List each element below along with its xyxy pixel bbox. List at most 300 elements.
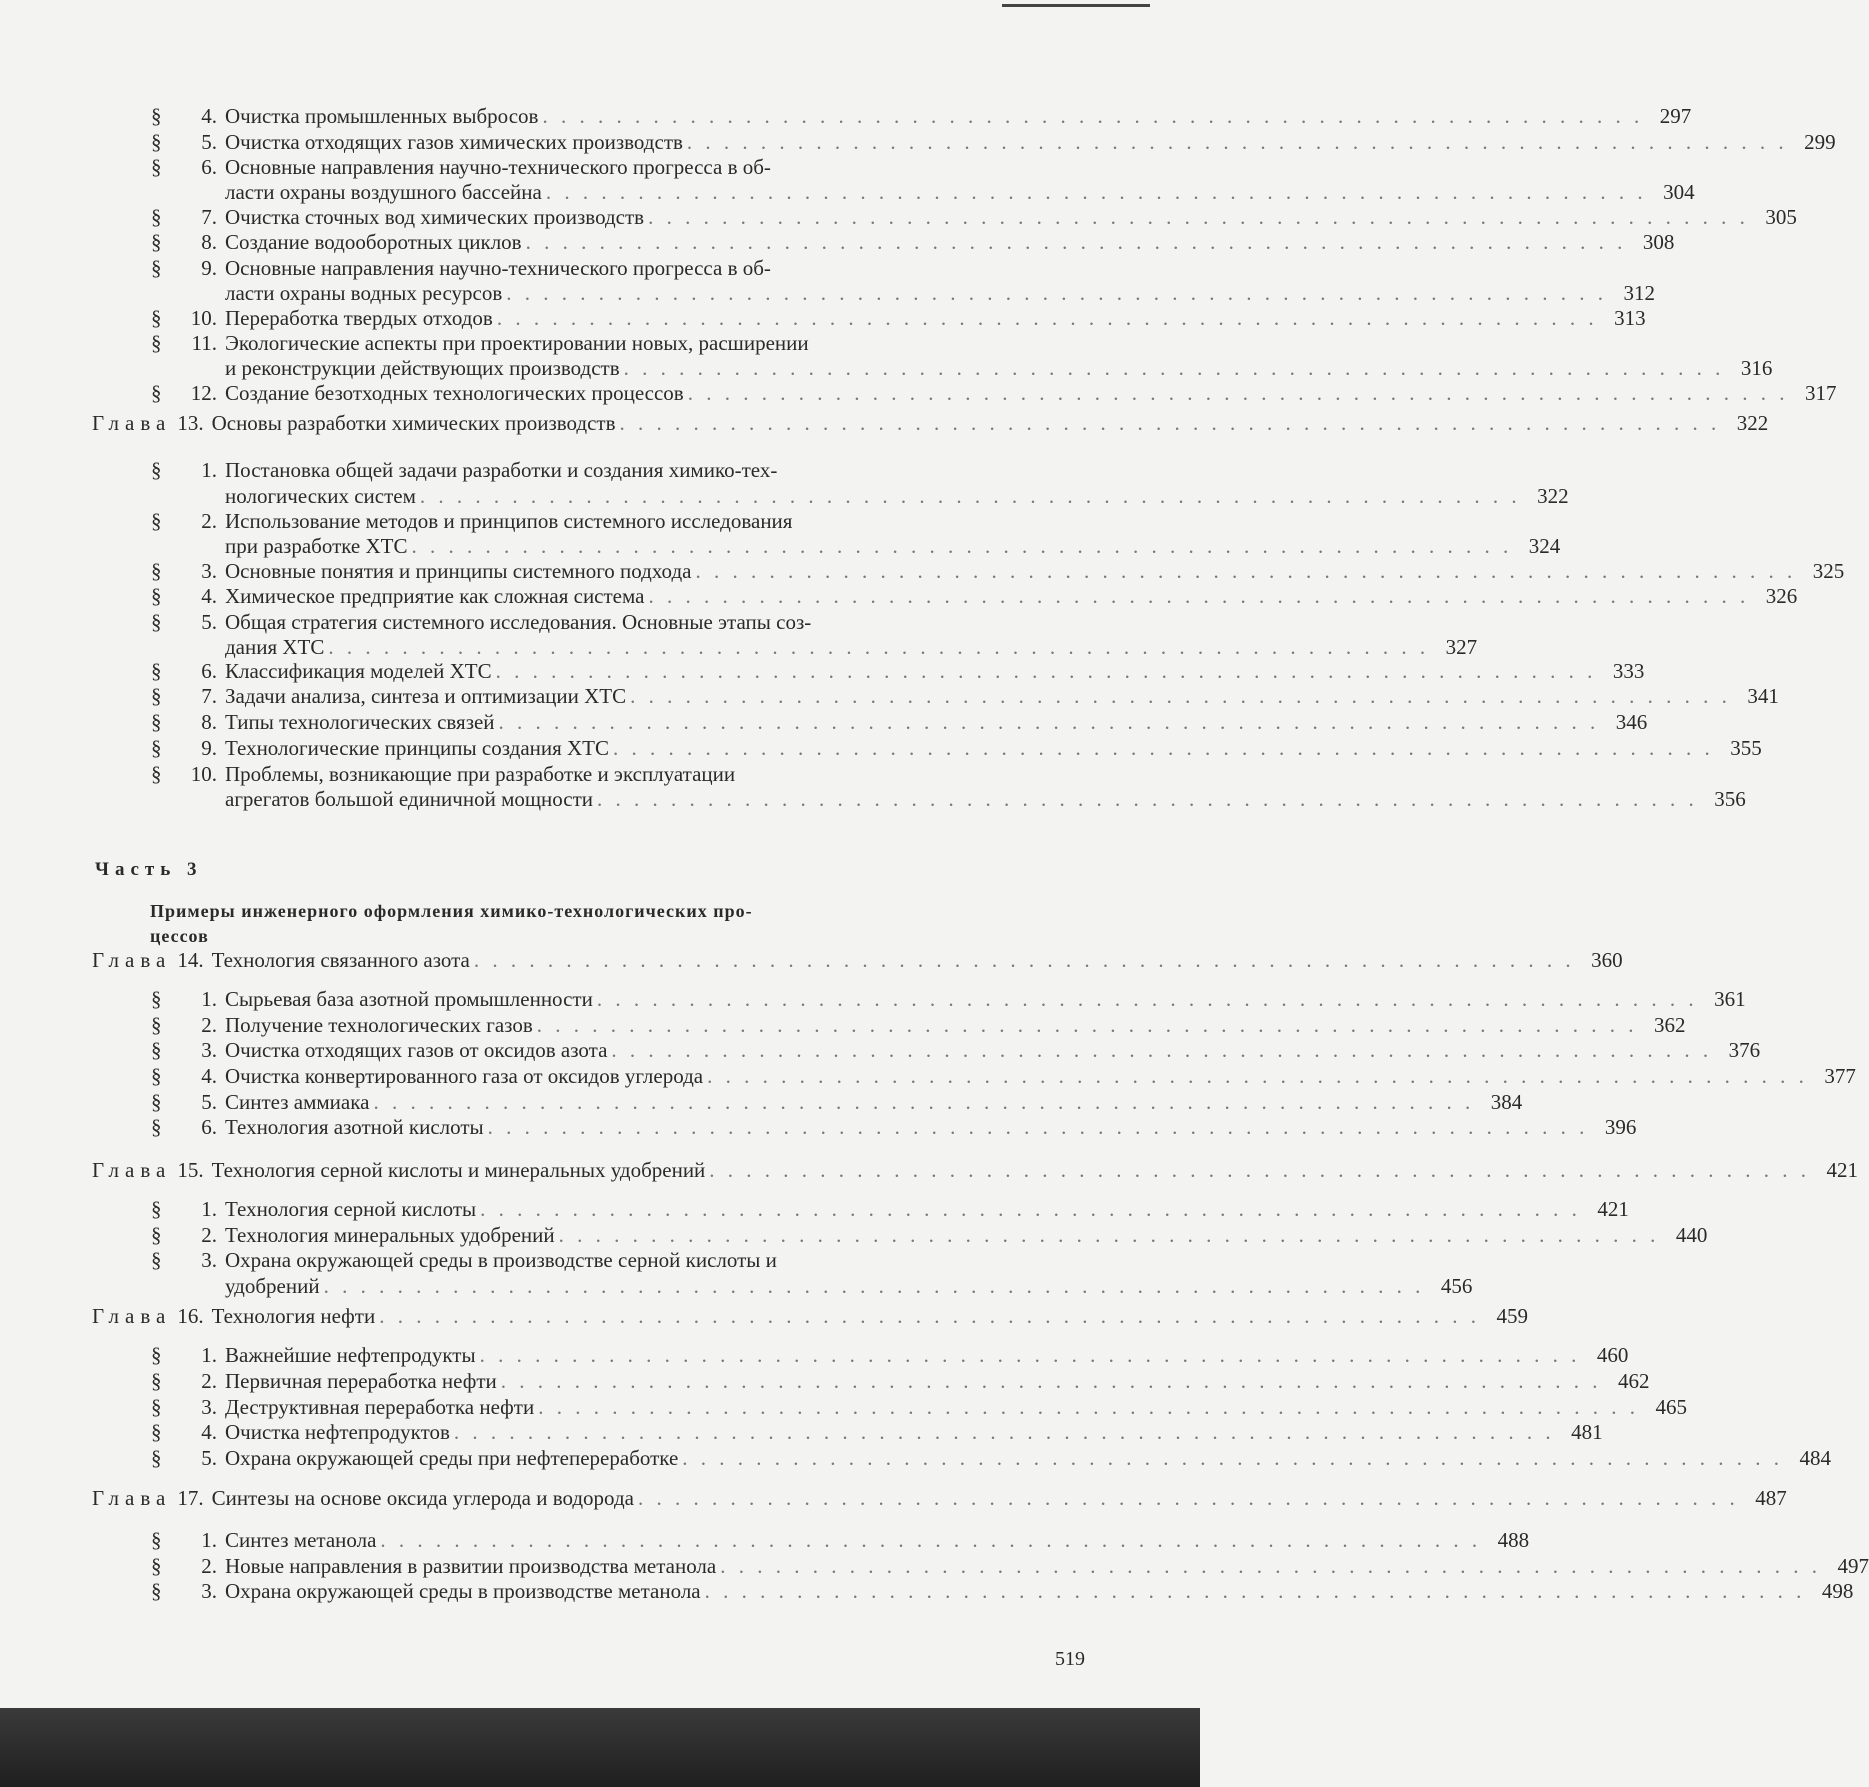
toc-entry-continuation [225,534,1561,559]
section-number: 10. [190,762,217,786]
leader-dots [533,1013,1642,1038]
section-sign-icon: § [151,584,162,608]
section-sign-icon: § [151,104,162,128]
entry-title: Важнейшие нефтепродукты [225,1343,476,1367]
entry-title: Синтез аммиака [225,1090,370,1114]
section-sign-icon: § [151,1446,162,1470]
section-marker [139,256,217,281]
entry-title-continuation: нологических систем [225,484,416,508]
section-marker [139,1369,217,1394]
entry-page-number: 305 [1765,205,1797,229]
entry-title: Технология серной кислоты [225,1197,477,1221]
section-marker [139,1115,217,1140]
toc-section-entry [139,736,1762,761]
page-number: 519 [1055,1648,1085,1670]
part-title-line-1: Примеры инженерного оформления химико-технологических про- [150,901,753,921]
entry-page-number: 361 [1714,987,1746,1011]
toc-section-entry [139,1013,1686,1038]
entry-title: Деструктивная переработка нефти [225,1395,535,1419]
section-sign-icon: § [151,130,162,154]
entry-title: Химическое предприятие как сложная система [225,584,645,608]
toc-section-entry [139,659,1645,684]
toc-section-entry [139,1528,1530,1553]
entry-title: Синтезы на основе оксида углерода и водорода [211,1486,634,1510]
section-marker [139,659,217,684]
section-marker [139,1420,217,1445]
entry-title: Постановка общей задачи разработки и создания химико-тех- [225,458,778,482]
toc-section-entry [139,306,1646,331]
entry-page-number: 322 [1736,411,1769,435]
entry-page-number: 325 [1812,559,1845,583]
toc-section-entry [139,331,1065,356]
entry-title: Очистка нефтепродуктов [225,1420,450,1444]
chapter-word: Глава [92,1486,172,1510]
entry-page-number: 360 [1591,948,1623,972]
toc-section-entry [139,584,1798,609]
entry-title: Очистка конвертированного газа от оксидов углерода [225,1064,704,1088]
section-number: 9. [201,256,217,280]
entry-title: Первичная переработка нефти [225,1369,497,1393]
section-marker [139,710,217,735]
toc-entry-continuation [225,635,1478,660]
section-marker [139,1528,217,1553]
leader-dots [492,659,1601,684]
section-sign-icon: § [151,736,162,760]
section-sign-icon: § [151,559,162,583]
entry-page-number: 481 [1571,1420,1603,1444]
entry-title: Очистка отходящих газов от оксидов азота [225,1038,608,1062]
toc-section-entry [139,1197,1629,1222]
toc-section-entry [139,1446,1832,1471]
entry-page-number: 459 [1496,1304,1528,1328]
section-number: 2. [201,1013,217,1037]
toc-section-entry [139,1223,1708,1248]
toc-section-entry [139,1554,1869,1579]
entry-title-continuation: и реконструкции действующих производств [225,356,620,380]
entry-page-number: 396 [1604,1115,1637,1139]
section-sign-icon: § [151,1090,162,1114]
entry-title: Экологические аспекты при проектировании новых, расширении [225,331,809,355]
entry-title: Очистка промышленных выбросов [225,104,539,128]
section-sign-icon: § [151,710,162,734]
toc-section-entry [139,1248,1065,1273]
toc-section-entry [139,559,1845,584]
section-marker [139,1554,217,1579]
entry-page-number: 497 [1837,1554,1869,1578]
section-sign-icon: § [151,256,162,280]
leader-dots [593,987,1702,1012]
section-sign-icon: § [151,230,162,254]
section-number: 6. [201,659,217,683]
toc-chapter-entry [92,948,1623,973]
section-number: 9. [201,736,217,760]
leader-dots [502,281,1611,306]
entry-title-continuation: ласти охраны воздушного бассейна [225,180,542,204]
entry-title: Охрана окружающей среды в производстве серной кислоты и [225,1248,777,1272]
toc-section-entry [139,458,1065,483]
toc-section-entry [139,230,1675,255]
entry-title: Типы технологических связей [225,710,495,734]
entry-title: Технология связанного азота [211,948,470,972]
section-number: 8. [201,230,217,254]
entry-page-number: 326 [1765,584,1798,608]
section-sign-icon: § [151,1420,162,1444]
section-sign-icon: § [151,1343,162,1367]
chapter-word: Глава [92,1304,172,1328]
leader-dots [620,356,1729,381]
chapter-number: 13. [177,411,204,435]
section-number: 1. [201,1343,217,1367]
toc-section-entry [139,1090,1523,1115]
section-number: 5. [201,1446,217,1470]
leader-dots [616,411,1725,436]
entry-title: Основные понятия и принципы системного подхода [225,559,692,583]
toc-entry-continuation [225,787,1746,812]
toc-section-entry [139,987,1746,1012]
entry-title: Синтез метанола [225,1528,377,1552]
entry-title: Охрана окружающей среды в производстве метанола [225,1579,701,1603]
leader-dots [644,205,1753,230]
entry-page-number: 384 [1490,1090,1523,1114]
entry-page-number: 304 [1663,180,1695,204]
entry-page-number: 498 [1821,1579,1854,1603]
toc-section-entry [139,155,1065,180]
toc-section-entry [139,381,1837,406]
section-marker [139,306,217,331]
entry-title: Задачи анализа, синтеза и оптимизации ХТС [225,684,627,708]
section-marker [139,509,217,534]
section-sign-icon: § [151,762,162,786]
section-number: 3. [201,1579,217,1603]
toc-entry-continuation [225,484,1569,509]
entry-page-number: 316 [1740,356,1773,380]
section-number: 5. [201,130,217,154]
toc-section-entry [139,1395,1687,1420]
chapter-label [92,1486,204,1511]
entry-title-continuation: удобрений [225,1274,320,1298]
section-number: 8. [201,710,217,734]
entry-title-continuation: агрегатов большой единичной мощности [225,787,594,811]
entry-page-number: 487 [1755,1486,1787,1510]
entry-title: Проблемы, возникающие при разработке и эксплуатации [225,762,736,786]
entry-title-continuation: дания ХТС [225,635,325,659]
section-marker [139,230,217,255]
leader-dots [493,306,1602,331]
entry-title: Технологические принципы создания ХТС [225,736,610,760]
scan-bottom-edge [0,1708,1200,1787]
section-number: 4. [201,1420,217,1444]
part-title-line-2: цессов [150,926,209,946]
leader-dots [626,684,1735,709]
section-sign-icon: § [151,684,162,708]
entry-title: Общая стратегия системного исследования. Основные этапы соз- [225,610,812,634]
entry-title: Основные направления научно-технического прогресса в об- [225,155,771,179]
entry-title: Создание водооборотных циклов [225,230,522,254]
section-sign-icon: § [151,1013,162,1037]
section-sign-icon: § [151,610,162,634]
section-sign-icon: § [151,458,162,482]
section-marker [139,155,217,180]
section-marker [139,1223,217,1248]
section-marker [139,458,217,483]
toc-section-entry [139,710,1648,735]
entry-title: Технология серной кислоты и минеральных удобрений [211,1158,706,1182]
section-number: 2. [201,1369,217,1393]
section-marker [139,381,217,406]
entry-page-number: 377 [1824,1064,1856,1088]
section-number: 7. [201,684,217,708]
section-marker [139,610,217,635]
part-label: Часть 3 [95,859,203,880]
toc-section-entry [139,104,1692,129]
entry-title: Использование методов и принципов системного исследования [225,509,793,533]
section-sign-icon: § [151,381,162,405]
section-number: 5. [201,610,217,634]
toc-section-entry [139,1420,1603,1445]
leader-dots [522,230,1631,255]
section-sign-icon: § [151,1579,162,1603]
section-number: 11. [191,331,217,355]
chapter-word: Глава [92,1158,172,1182]
section-number: 4. [201,104,217,128]
leader-dots [683,130,1792,155]
leader-dots [324,635,1433,660]
entry-page-number: 421 [1826,1158,1859,1182]
entry-title-continuation: при разработке ХТС [225,534,408,558]
toc-section-entry [139,256,1065,281]
section-number: 7. [201,205,217,229]
entry-page-number: 313 [1614,306,1646,330]
leader-dots [691,559,1800,584]
section-marker [139,736,217,761]
toc-chapter-entry [92,1304,1528,1329]
section-sign-icon: § [151,987,162,1011]
section-marker [139,1013,217,1038]
leader-dots [701,1579,1810,1604]
chapter-number: 17. [177,1486,204,1510]
toc-section-entry [139,130,1836,155]
section-marker [139,205,217,230]
section-marker [139,1064,217,1089]
section-sign-icon: § [151,1038,162,1062]
leader-dots [705,1158,1814,1183]
leader-dots [534,1395,1643,1420]
entry-title: Создание безотходных технологических процессов [225,381,684,405]
section-number: 1. [201,987,217,1011]
section-number: 4. [201,1064,217,1088]
section-number: 3. [201,1395,217,1419]
entry-title: Классификация моделей ХТС [225,659,492,683]
entry-page-number: 456 [1440,1274,1473,1298]
leader-dots [476,1343,1585,1368]
entry-title-continuation: ласти охраны водных ресурсов [225,281,503,305]
chapter-word: Глава [92,948,172,972]
entry-page-number: 322 [1537,484,1569,508]
section-sign-icon: § [151,659,162,683]
section-marker [139,1395,217,1420]
entry-title: Охрана окружающей среды при нефтепереработке [225,1446,679,1470]
entry-title: Сырьевая база азотной промышленности [225,987,593,1011]
leader-dots [678,1446,1787,1471]
section-marker [139,1248,217,1273]
entry-page-number: 299 [1804,130,1836,154]
section-number: 5. [201,1090,217,1114]
toc-section-entry [139,610,1065,635]
entry-page-number: 308 [1642,230,1675,254]
section-sign-icon: § [151,1248,162,1272]
leader-dots [634,1486,1743,1511]
entry-title: Очистка отходящих газов химических производств [225,130,683,154]
entry-title: Технология нефти [211,1304,376,1328]
section-sign-icon: § [151,306,162,330]
section-marker [139,1446,217,1471]
section-number: 1. [201,458,217,482]
chapter-number: 16. [177,1304,204,1328]
entry-page-number: 317 [1804,381,1837,405]
section-marker [139,1343,217,1368]
leader-dots [644,584,1753,609]
section-number: 1. [201,1197,217,1221]
section-number: 3. [201,1248,217,1272]
chapter-label [92,948,204,973]
leader-dots [555,1223,1664,1248]
section-number: 2. [201,509,217,533]
toc-chapter-entry [92,411,1769,436]
toc-section-entry [139,205,1797,230]
leader-dots [538,104,1647,129]
toc-section-entry [139,684,1779,709]
leader-dots [476,1197,1585,1222]
toc-section-entry [139,1343,1629,1368]
section-marker [139,1038,217,1063]
section-sign-icon: § [151,1064,162,1088]
section-number: 12. [190,381,217,405]
entry-page-number: 324 [1528,534,1561,558]
section-number: 3. [201,559,217,583]
section-sign-icon: § [151,205,162,229]
section-number: 4. [201,584,217,608]
chapter-number: 15. [177,1158,204,1182]
toc-section-entry [139,762,1065,787]
chapter-label [92,1304,204,1329]
section-number: 3. [201,1038,217,1062]
leader-dots [320,1274,1429,1299]
entry-page-number: 333 [1612,659,1645,683]
leader-dots [369,1090,1478,1115]
entry-page-number: 460 [1596,1343,1629,1367]
toc-chapter-entry [92,1486,1787,1511]
section-number: 10. [190,306,217,330]
toc-entry-continuation [225,356,1773,381]
chapter-label [92,411,204,436]
entry-page-number: 355 [1730,736,1762,760]
section-marker [139,584,217,609]
entry-page-number: 488 [1497,1528,1530,1552]
section-marker [139,762,217,787]
section-marker [139,1579,217,1604]
entry-title: Получение технологических газов [225,1013,533,1037]
section-number: 2. [201,1223,217,1247]
leader-dots [497,1369,1606,1394]
section-sign-icon: § [151,1223,162,1247]
toc-entry-continuation [225,281,1656,306]
leader-dots [542,180,1651,205]
entry-page-number: 462 [1618,1369,1650,1393]
entry-page-number: 356 [1714,787,1746,811]
section-sign-icon: § [151,509,162,533]
entry-page-number: 421 [1597,1197,1629,1221]
section-sign-icon: § [151,331,162,355]
entry-title: Основы разработки химических производств [211,411,616,435]
entry-page-number: 440 [1675,1223,1708,1247]
toc-section-entry [139,1038,1761,1063]
entry-title: Очистка сточных вод химических производств [225,205,645,229]
entry-page-number: 465 [1655,1395,1687,1419]
entry-title: Переработка твердых отходов [225,306,493,330]
toc-entry-continuation [225,180,1695,205]
section-number: 1. [201,1528,217,1552]
entry-page-number: 362 [1654,1013,1686,1037]
toc-entry-continuation [225,1274,1473,1299]
section-marker [139,559,217,584]
section-number: 6. [201,1115,217,1139]
toc-chapter-entry [92,1158,1859,1183]
entry-page-number: 312 [1623,281,1656,305]
toc-section-entry [139,1579,1854,1604]
leader-dots [470,948,1579,973]
section-sign-icon: § [151,155,162,179]
toc-section-entry [139,1115,1637,1140]
section-marker [139,1197,217,1222]
section-sign-icon: § [151,1528,162,1552]
entry-page-number: 346 [1615,710,1648,734]
toc-section-entry [139,1064,1856,1089]
section-marker [139,331,217,356]
entry-title: Технология азотной кислоты [225,1115,484,1139]
section-marker [139,104,217,129]
leader-dots [593,787,1702,812]
leader-dots [450,1420,1559,1445]
section-sign-icon: § [151,1369,162,1393]
leader-dots [416,484,1525,509]
toc-section-entry [139,509,1065,534]
leader-dots [609,736,1718,761]
section-sign-icon: § [151,1554,162,1578]
section-number: 2. [201,1554,217,1578]
leader-dots [375,1304,1484,1329]
leader-dots [495,710,1604,735]
leader-dots [484,1115,1593,1140]
entry-title: Основные направления научно-технического прогресса в об- [225,256,771,280]
section-marker [139,1090,217,1115]
section-sign-icon: § [151,1197,162,1221]
chapter-word: Глава [92,411,172,435]
section-marker [139,987,217,1012]
section-marker [139,130,217,155]
entry-page-number: 297 [1659,104,1692,128]
entry-page-number: 376 [1728,1038,1761,1062]
leader-dots [607,1038,1716,1063]
leader-dots [703,1064,1812,1089]
leader-dots [684,381,1793,406]
leader-dots [716,1554,1825,1579]
entry-title: Технология минеральных удобрений [225,1223,555,1247]
chapter-number: 14. [177,948,204,972]
entry-page-number: 327 [1445,635,1478,659]
leader-dots [408,534,1517,559]
section-marker [139,684,217,709]
chapter-label [92,1158,204,1183]
